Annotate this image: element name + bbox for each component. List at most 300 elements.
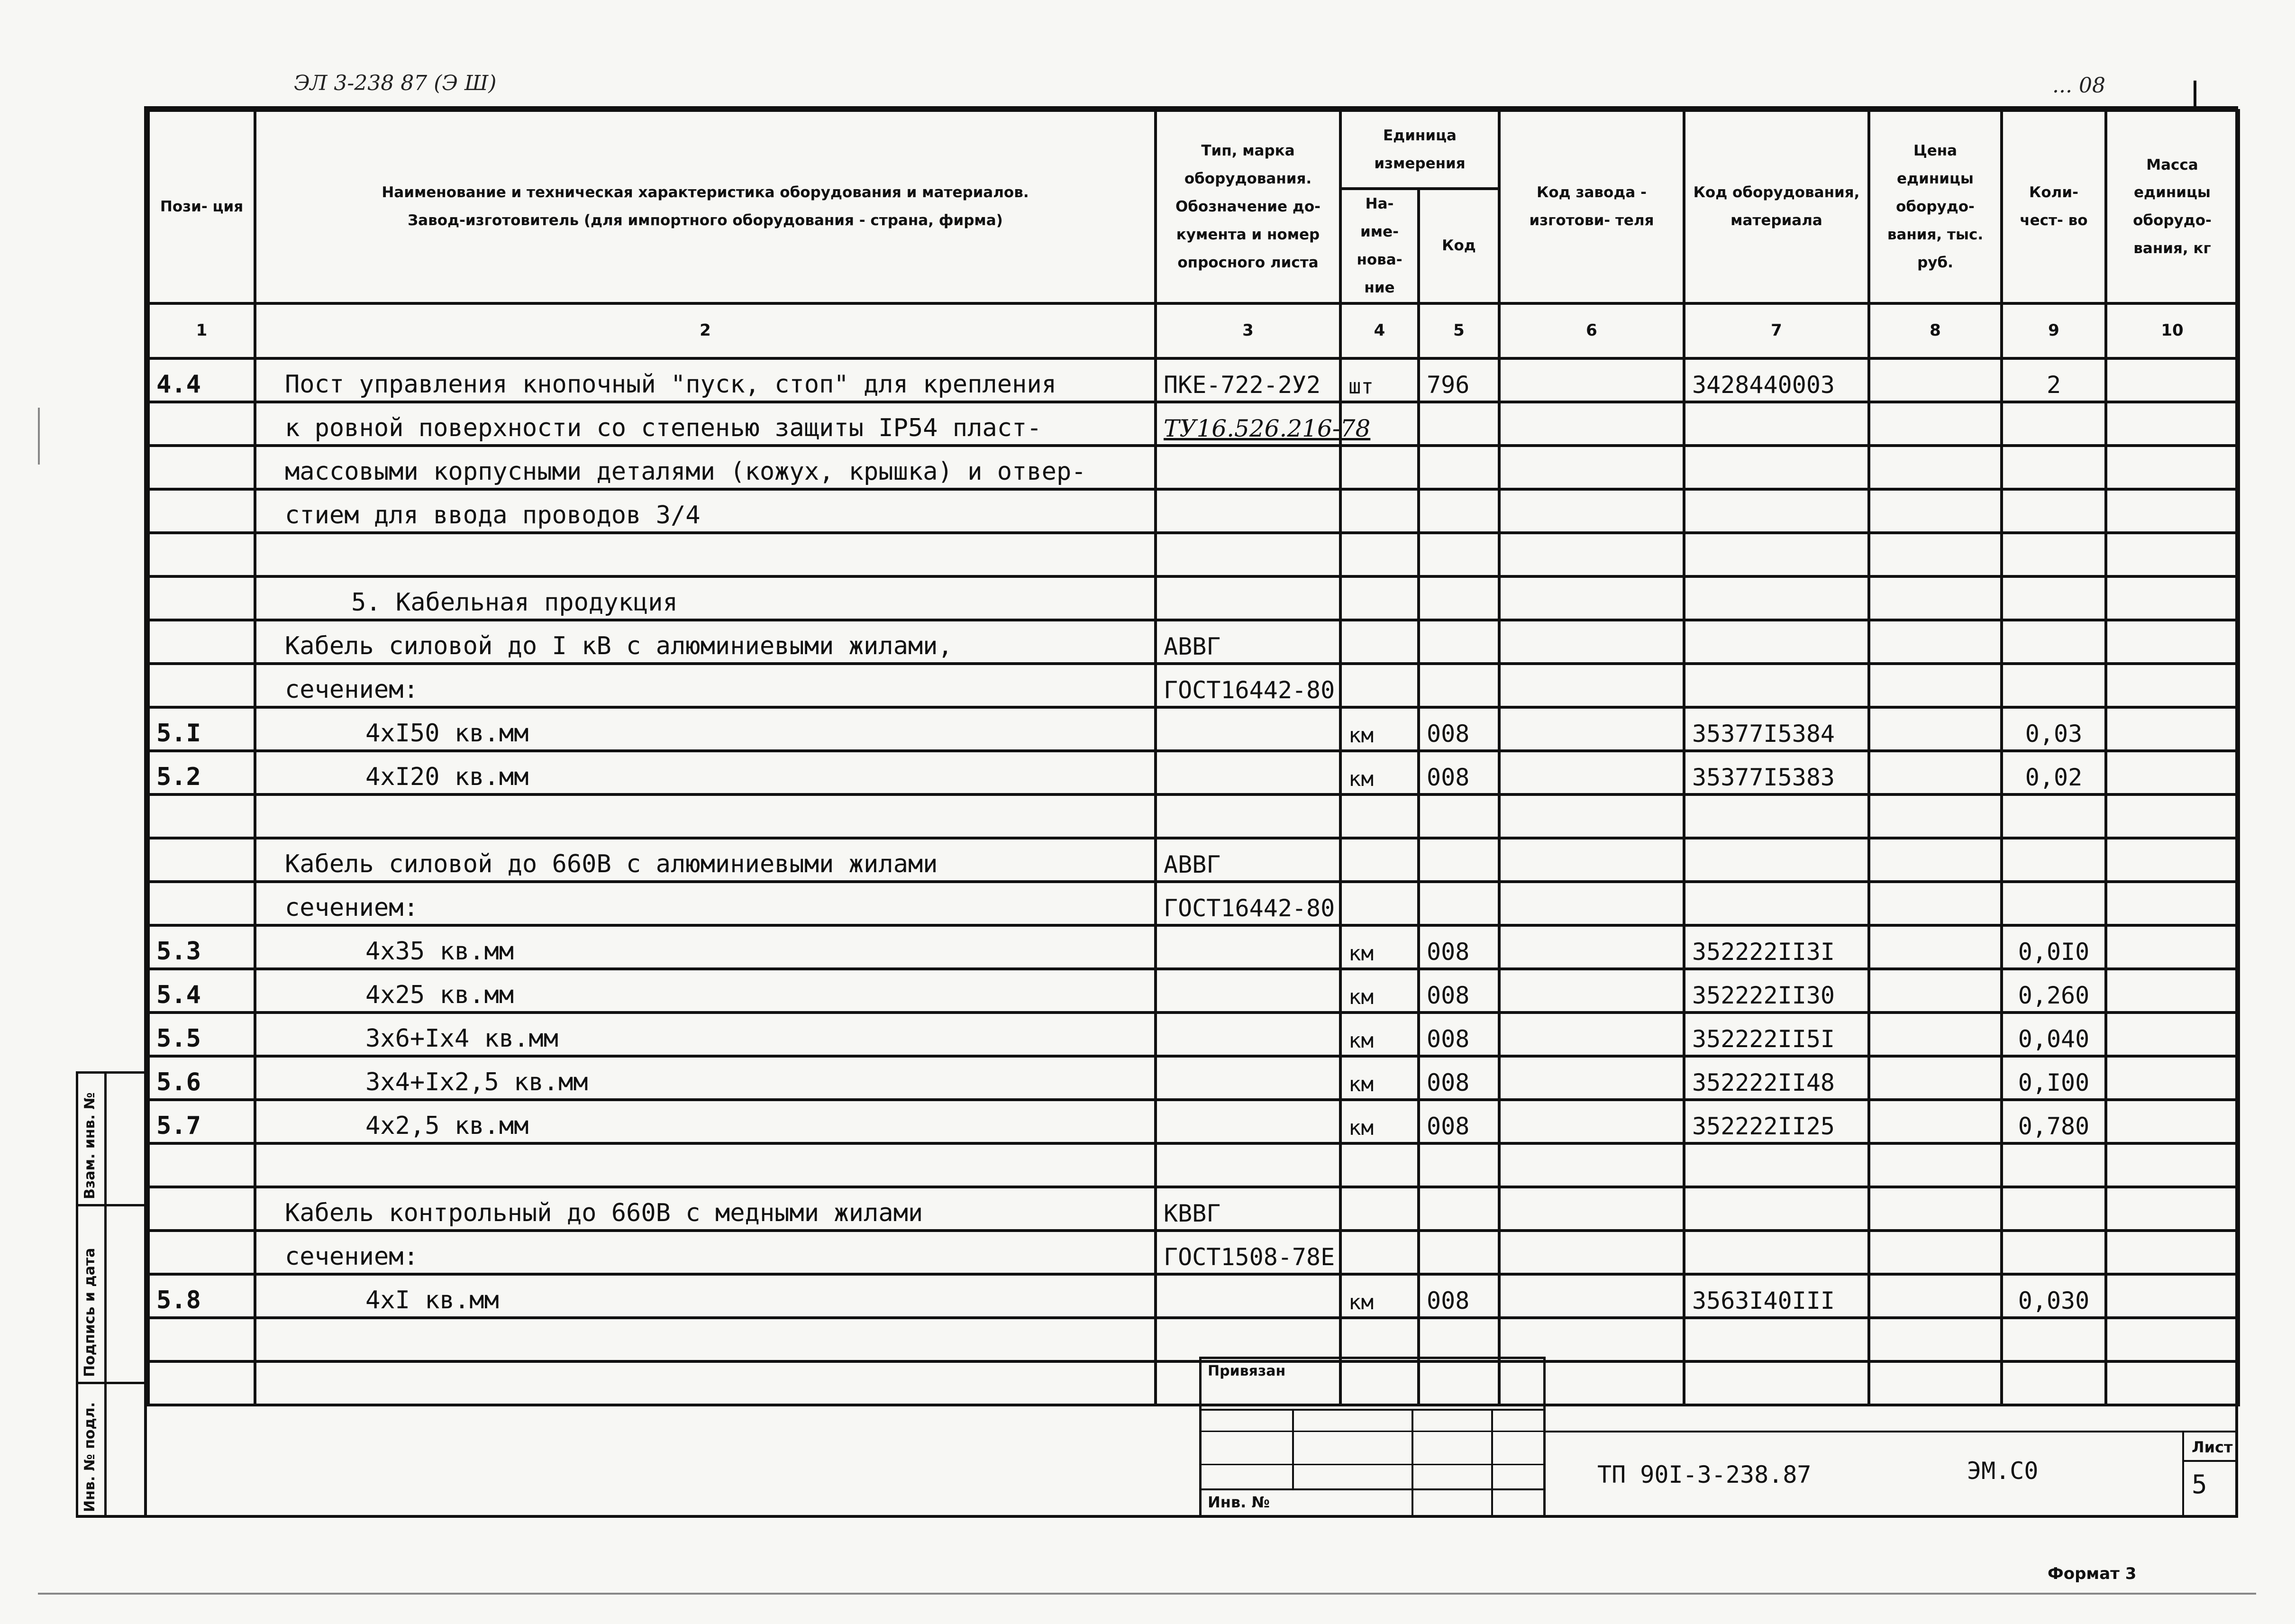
row-factory-code	[1499, 358, 1684, 402]
row-unit-code	[1419, 1231, 1499, 1274]
row-unit	[1340, 489, 1419, 533]
row-position: 5.6	[148, 1056, 255, 1100]
header-quantity: Коли- чест- во	[2002, 110, 2106, 303]
row-type	[1156, 707, 1340, 751]
header-unit-code: Код	[1419, 189, 1499, 303]
table-row	[148, 1274, 2239, 1318]
header-material-code: Код оборудования, материала	[1684, 110, 1869, 303]
row-material-code: 352222II3I	[1684, 925, 1869, 969]
row-quantity	[2002, 402, 2106, 446]
row-name: Кабель контрольный до 660В с медными жилами	[255, 1187, 1156, 1231]
row-unit	[1340, 1143, 1419, 1187]
col-number: 10	[2106, 303, 2239, 358]
row-position	[148, 1318, 255, 1361]
row-unit-code: 008	[1419, 1274, 1499, 1318]
frame-bottom	[76, 1515, 2238, 1518]
row-mass	[2106, 402, 2239, 446]
row-unit-code	[1419, 664, 1499, 707]
row-material-code	[1684, 794, 1869, 838]
row-factory-code	[1499, 620, 1684, 664]
row-factory-code	[1499, 1361, 1684, 1405]
table-row	[148, 664, 2239, 707]
table-row	[148, 1231, 2239, 1274]
row-mass	[2106, 620, 2239, 664]
row-material-code	[1684, 838, 1869, 882]
table-row	[148, 838, 2239, 882]
row-quantity	[2002, 1231, 2106, 1274]
row-factory-code	[1499, 707, 1684, 751]
row-unit: км	[1340, 707, 1419, 751]
row-quantity	[2002, 794, 2106, 838]
stamp-inv-podl-label: Инв. № подл.	[82, 1402, 98, 1512]
row-unit	[1340, 620, 1419, 664]
row-price	[1869, 751, 2002, 794]
row-unit	[1340, 446, 1419, 489]
row-factory-code	[1499, 969, 1684, 1013]
row-factory-code	[1499, 1056, 1684, 1100]
row-factory-code	[1499, 1100, 1684, 1143]
table-row	[148, 1187, 2239, 1231]
document-mark: ЭМ.С0	[1967, 1457, 2039, 1485]
row-mass	[2106, 446, 2239, 489]
row-unit: км	[1340, 969, 1419, 1013]
row-mass	[2106, 1274, 2239, 1318]
col-number: 3	[1156, 303, 1340, 358]
row-factory-code	[1499, 533, 1684, 576]
row-material-code	[1684, 1143, 1869, 1187]
row-unit-code	[1419, 533, 1499, 576]
row-quantity	[2002, 1361, 2106, 1405]
row-name: 4хI кв.мм	[255, 1274, 1156, 1318]
format-label: Формат 3	[2048, 1564, 2137, 1583]
row-unit	[1340, 1231, 1419, 1274]
row-material-code: 3428440003	[1684, 358, 1869, 402]
row-name: Кабель силовой до 660В с алюминиевыми жилами	[255, 838, 1156, 882]
col-number: 7	[1684, 303, 1869, 358]
table-row	[148, 402, 2239, 446]
stamp-vzam-label: Взам. инв. №	[82, 1092, 98, 1199]
row-name: 4хI50 кв.мм	[255, 707, 1156, 751]
row-unit-code: 008	[1419, 707, 1499, 751]
row-factory-code	[1499, 925, 1684, 969]
row-material-code: 352222II5I	[1684, 1013, 1869, 1056]
row-price	[1869, 533, 2002, 576]
row-factory-code	[1499, 882, 1684, 925]
row-unit-code: 008	[1419, 969, 1499, 1013]
row-position	[148, 1187, 255, 1231]
row-name: к ровной поверхности со степенью защиты IP54 пласт-	[255, 402, 1156, 446]
row-material-code	[1684, 1231, 1869, 1274]
row-unit	[1340, 533, 1419, 576]
row-mass	[2106, 707, 2239, 751]
row-name: массовыми корпусными деталями (кожух, крышка) и отвер-	[255, 446, 1156, 489]
top-left-mark: ЭЛ 3-238 87 (Э Ш)	[294, 71, 497, 95]
row-quantity: 0,030	[2002, 1274, 2106, 1318]
row-factory-code	[1499, 489, 1684, 533]
row-position	[148, 533, 255, 576]
col-number: 2	[255, 303, 1156, 358]
row-unit-code	[1419, 794, 1499, 838]
row-position: 5.I	[148, 707, 255, 751]
header-factory-code: Код завода - изготови- теля	[1499, 110, 1684, 303]
row-material-code	[1684, 664, 1869, 707]
header-name	[255, 110, 1156, 303]
row-material-code: 35377I5383	[1684, 751, 1869, 794]
row-position	[148, 1361, 255, 1405]
row-price	[1869, 925, 2002, 969]
table-row	[148, 533, 2239, 576]
row-type	[1156, 794, 1340, 838]
row-unit-code: 796	[1419, 358, 1499, 402]
row-quantity: 0,040	[2002, 1013, 2106, 1056]
row-name: Пост управления кнопочный "пуск, стоп" для крепления	[255, 358, 1156, 402]
row-unit-code	[1419, 620, 1499, 664]
row-unit-code: 008	[1419, 1013, 1499, 1056]
table-row	[148, 446, 2239, 489]
row-price	[1869, 576, 2002, 620]
row-quantity	[2002, 489, 2106, 533]
row-type	[1156, 533, 1340, 576]
row-quantity	[2002, 1318, 2106, 1361]
row-mass	[2106, 1361, 2239, 1405]
row-unit: шт	[1340, 358, 1419, 402]
col-number: 4	[1340, 303, 1419, 358]
row-mass	[2106, 1318, 2239, 1361]
row-mass	[2106, 1013, 2239, 1056]
row-type	[1156, 751, 1340, 794]
row-quantity: 0,260	[2002, 969, 2106, 1013]
row-price	[1869, 707, 2002, 751]
row-factory-code	[1499, 794, 1684, 838]
table-row	[148, 1361, 2239, 1405]
header-unit-group: Единица измерения	[1340, 110, 1499, 189]
row-material-code	[1684, 1318, 1869, 1361]
row-factory-code	[1499, 664, 1684, 707]
row-quantity	[2002, 446, 2106, 489]
table-row	[148, 882, 2239, 925]
row-unit-code	[1419, 446, 1499, 489]
row-type	[1156, 1100, 1340, 1143]
row-quantity	[2002, 882, 2106, 925]
row-quantity: 0,02	[2002, 751, 2106, 794]
row-name	[255, 1318, 1156, 1361]
row-unit-code: 008	[1419, 1056, 1499, 1100]
row-unit: км	[1340, 925, 1419, 969]
frame-top	[147, 106, 2237, 109]
row-unit	[1340, 882, 1419, 925]
row-type: ТУ16.526.216-78	[1156, 402, 1340, 446]
row-position: 5.3	[148, 925, 255, 969]
row-factory-code	[1499, 1013, 1684, 1056]
specification-body	[148, 358, 2239, 1405]
row-name: сечением:	[255, 1231, 1156, 1274]
row-unit-code	[1419, 576, 1499, 620]
table-row	[148, 576, 2239, 620]
row-mass	[2106, 882, 2239, 925]
row-type: ГОСТ16442-80	[1156, 664, 1340, 707]
frame-right	[2235, 106, 2238, 1517]
row-unit	[1340, 1187, 1419, 1231]
row-unit: км	[1340, 1013, 1419, 1056]
row-material-code	[1684, 620, 1869, 664]
row-unit-code	[1419, 1143, 1499, 1187]
col-number: 9	[2002, 303, 2106, 358]
row-name	[255, 1143, 1156, 1187]
row-material-code	[1684, 489, 1869, 533]
row-unit-code	[1419, 1361, 1499, 1405]
row-material-code: 352222II48	[1684, 1056, 1869, 1100]
row-mass	[2106, 794, 2239, 838]
row-unit: км	[1340, 1274, 1419, 1318]
row-unit-code	[1419, 882, 1499, 925]
row-name	[255, 794, 1156, 838]
row-price	[1869, 794, 2002, 838]
row-unit-code	[1419, 838, 1499, 882]
row-position	[148, 838, 255, 882]
row-name: 4х25 кв.мм	[255, 969, 1156, 1013]
row-name: 4х2,5 кв.мм	[255, 1100, 1156, 1143]
row-price	[1869, 1274, 2002, 1318]
top-right-mark: ... 08	[2052, 73, 2105, 98]
table-row	[148, 925, 2239, 969]
row-material-code	[1684, 446, 1869, 489]
row-mass	[2106, 838, 2239, 882]
row-position	[148, 620, 255, 664]
inv-no-label: Инв. №	[1208, 1493, 1270, 1511]
row-factory-code	[1499, 838, 1684, 882]
col-number: 1	[148, 303, 255, 358]
row-name: стием для ввода проводов 3/4	[255, 489, 1156, 533]
row-factory-code	[1499, 1187, 1684, 1231]
row-price	[1869, 664, 2002, 707]
row-price	[1869, 1056, 2002, 1100]
row-mass	[2106, 1187, 2239, 1231]
row-material-code: 352222II25	[1684, 1100, 1869, 1143]
row-unit-code	[1419, 1187, 1499, 1231]
row-type	[1156, 1056, 1340, 1100]
row-price	[1869, 838, 2002, 882]
row-quantity	[2002, 1143, 2106, 1187]
row-position: 5.5	[148, 1013, 255, 1056]
sheet-number: 5	[2192, 1469, 2207, 1499]
col-number: 5	[1419, 303, 1499, 358]
row-factory-code	[1499, 751, 1684, 794]
table-row	[148, 969, 2239, 1013]
row-price	[1869, 489, 2002, 533]
row-price	[1869, 1318, 2002, 1361]
header-type: Тип, марка оборудования. Обозначение до- кумента и номер опросного листа	[1156, 110, 1340, 303]
row-factory-code	[1499, 1274, 1684, 1318]
row-type: ПКЕ-722-2У2	[1156, 358, 1340, 402]
row-factory-code	[1499, 1318, 1684, 1361]
row-price	[1869, 1100, 2002, 1143]
table-row	[148, 1013, 2239, 1056]
row-price	[1869, 969, 2002, 1013]
row-material-code: 35377I5384	[1684, 707, 1869, 751]
row-type	[1156, 1013, 1340, 1056]
privyazan-label: Привязан	[1208, 1363, 1286, 1379]
row-factory-code	[1499, 1231, 1684, 1274]
row-unit-code: 008	[1419, 751, 1499, 794]
row-type	[1156, 925, 1340, 969]
row-unit: км	[1340, 1056, 1419, 1100]
row-price	[1869, 620, 2002, 664]
row-name: 3х6+Iх4 кв.мм	[255, 1013, 1156, 1056]
row-price	[1869, 446, 2002, 489]
row-type: КВВГ	[1156, 1187, 1340, 1231]
row-mass	[2106, 533, 2239, 576]
row-name	[255, 533, 1156, 576]
row-name: сечением:	[255, 664, 1156, 707]
row-position	[148, 1231, 255, 1274]
row-position: 5.8	[148, 1274, 255, 1318]
row-name: сечением:	[255, 882, 1156, 925]
row-material-code	[1684, 1187, 1869, 1231]
row-mass	[2106, 664, 2239, 707]
row-unit-code: 008	[1419, 1100, 1499, 1143]
row-name: 4х35 кв.мм	[255, 925, 1156, 969]
row-price	[1869, 1361, 2002, 1405]
row-type: АВВГ	[1156, 620, 1340, 664]
row-unit	[1340, 1361, 1419, 1405]
row-material-code	[1684, 1361, 1869, 1405]
row-position	[148, 1143, 255, 1187]
row-position	[148, 576, 255, 620]
row-mass	[2106, 1231, 2239, 1274]
col-number: 6	[1499, 303, 1684, 358]
row-mass	[2106, 969, 2239, 1013]
row-material-code	[1684, 882, 1869, 925]
row-name: 4хI20 кв.мм	[255, 751, 1156, 794]
row-type	[1156, 1143, 1340, 1187]
row-factory-code	[1499, 1143, 1684, 1187]
row-quantity: 0,780	[2002, 1100, 2106, 1143]
header-mass: Масса единицы оборудо- вания, кг	[2106, 110, 2239, 303]
row-unit	[1340, 576, 1419, 620]
table-row	[148, 794, 2239, 838]
row-mass	[2106, 576, 2239, 620]
frame-left	[144, 106, 147, 1517]
row-price	[1869, 1187, 2002, 1231]
table-row	[148, 1143, 2239, 1187]
row-quantity: 0,03	[2002, 707, 2106, 751]
row-type	[1156, 1274, 1340, 1318]
row-material-code	[1684, 533, 1869, 576]
row-quantity: 0,I00	[2002, 1056, 2106, 1100]
row-unit-code: 008	[1419, 925, 1499, 969]
row-type: АВВГ	[1156, 838, 1340, 882]
row-quantity	[2002, 620, 2106, 664]
top-right-tick	[2194, 81, 2196, 109]
row-position	[148, 402, 255, 446]
col-number: 8	[1869, 303, 2002, 358]
row-factory-code	[1499, 446, 1684, 489]
row-mass	[2106, 1143, 2239, 1187]
row-factory-code	[1499, 402, 1684, 446]
table-row	[148, 707, 2239, 751]
page-left-mark	[38, 408, 40, 465]
table-row	[148, 358, 2239, 402]
row-quantity	[2002, 664, 2106, 707]
page-bottom-line	[38, 1593, 2256, 1595]
row-quantity: 0,0I0	[2002, 925, 2106, 969]
row-unit	[1340, 664, 1419, 707]
row-type: ГОСТ1508-78Е	[1156, 1231, 1340, 1274]
row-position	[148, 882, 255, 925]
row-mass	[2106, 751, 2239, 794]
row-quantity: 2	[2002, 358, 2106, 402]
row-unit	[1340, 794, 1419, 838]
row-quantity	[2002, 576, 2106, 620]
row-unit: км	[1340, 751, 1419, 794]
sheet-label: Лист	[2192, 1438, 2233, 1456]
row-material-code	[1684, 402, 1869, 446]
row-position	[148, 489, 255, 533]
row-quantity	[2002, 838, 2106, 882]
row-quantity	[2002, 533, 2106, 576]
row-price	[1869, 1143, 2002, 1187]
row-position	[148, 664, 255, 707]
row-mass	[2106, 489, 2239, 533]
document-code: ТП 90I-3-238.87	[1597, 1461, 1812, 1488]
header-position: Пози- ция	[148, 110, 255, 303]
row-mass	[2106, 925, 2239, 969]
row-position: 5.2	[148, 751, 255, 794]
row-material-code: 352222II30	[1684, 969, 1869, 1013]
row-mass	[2106, 358, 2239, 402]
row-unit: км	[1340, 1100, 1419, 1143]
row-unit-code	[1419, 1318, 1499, 1361]
table-row	[148, 751, 2239, 794]
row-type: ГОСТ16442-80	[1156, 882, 1340, 925]
row-price	[1869, 1231, 2002, 1274]
table-row	[148, 1318, 2239, 1361]
row-type	[1156, 1318, 1340, 1361]
table-row	[148, 1100, 2239, 1143]
row-position	[148, 446, 255, 489]
row-name	[255, 1361, 1156, 1405]
row-factory-code	[1499, 576, 1684, 620]
row-price	[1869, 402, 2002, 446]
row-position: 5.7	[148, 1100, 255, 1143]
specification-table	[147, 109, 2240, 1406]
row-type	[1156, 446, 1340, 489]
row-unit-code	[1419, 489, 1499, 533]
table-row	[148, 620, 2239, 664]
row-name: 3х4+Iх2,5 кв.мм	[255, 1056, 1156, 1100]
row-unit-code	[1419, 402, 1499, 446]
row-type	[1156, 489, 1340, 533]
row-unit	[1340, 1318, 1419, 1361]
row-price	[1869, 882, 2002, 925]
row-quantity	[2002, 1187, 2106, 1231]
row-material-code: 3563I40III	[1684, 1274, 1869, 1318]
row-position	[148, 794, 255, 838]
stamp-podpis-label: Подпись и дата	[82, 1248, 98, 1377]
row-position: 5.4	[148, 969, 255, 1013]
row-price	[1869, 1013, 2002, 1056]
header-name-line2: Завод-изготовитель (для импортного оборудования - страна, фирма)	[408, 212, 1003, 229]
header-name-line1: Наименование и техническая характеристика оборудования и материалов.	[382, 184, 1029, 201]
header-unit-name: На- име- нова- ние	[1340, 189, 1419, 303]
row-name: Кабель силовой до I кВ с алюминиевыми жилами,	[255, 620, 1156, 664]
row-unit	[1340, 838, 1419, 882]
row-name: 5. Кабельная продукция	[255, 576, 1156, 620]
row-mass	[2106, 1056, 2239, 1100]
row-mass	[2106, 1100, 2239, 1143]
row-position: 4.4	[148, 358, 255, 402]
row-type	[1156, 969, 1340, 1013]
